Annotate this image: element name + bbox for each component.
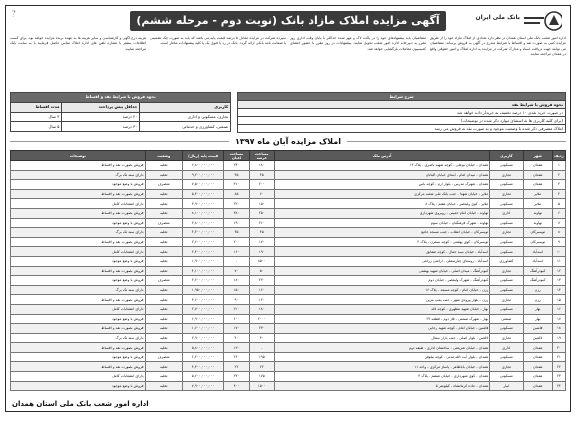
cell-row-number: ۱۴ bbox=[552, 285, 565, 295]
cell-description: دارای سند تک برگ bbox=[11, 333, 146, 343]
table-row bbox=[11, 170, 566, 180]
cell-city: فامنین bbox=[523, 324, 552, 334]
cell-description: فروش بصورت نقد و اقساط bbox=[11, 266, 146, 276]
cell-status: متصرف bbox=[145, 352, 182, 362]
cell-description: فروش بصورت نقد و اقساط bbox=[11, 189, 146, 199]
cell-land-area: ۲۰۰۰ bbox=[249, 314, 274, 324]
cell-base-price: ۵,۴۰۰,۰۰۰,۰۰۰ bbox=[182, 189, 223, 199]
cash-condition-row: املاک متصرفی ذکر شده با وضعیت موجود و به صورت نقد به فروش می رسد bbox=[238, 125, 566, 133]
cell-address: ملایر - کوی ولیعصر - خیابان هفتم - پلاک ۸ bbox=[274, 199, 489, 209]
cell-base-price: ۶,۹۰۰,۰۰۰,۰۰۰ bbox=[182, 314, 223, 324]
cell-status: تخلیه bbox=[145, 199, 182, 209]
cell-base-price: ۷,۹۰۰,۰۰۰,۰۰۰ bbox=[182, 381, 223, 391]
cell-land-area: - bbox=[249, 343, 274, 353]
cell-usage: مسکونی bbox=[490, 324, 523, 334]
cell-land-area: ۱۵۰ bbox=[249, 199, 274, 209]
cell-row-number: ۱۱ bbox=[552, 256, 565, 266]
cell-usage: مسکونی bbox=[490, 352, 523, 362]
cell-description: دارای انشعابات کامل bbox=[11, 199, 146, 209]
table-row bbox=[11, 362, 566, 372]
cell-land-area: ۱۹۵ bbox=[249, 352, 274, 362]
cash-condition-row: در صورت خرید نقدی ۱۰ درصد تخفیف به خریدار داده خواهد شد bbox=[238, 109, 566, 117]
cell-status: تخلیه bbox=[145, 362, 182, 372]
cell-address: همدان - خیابان شریعتی - ساختمان اداری - طبقه دوم bbox=[274, 343, 489, 353]
table-row bbox=[11, 352, 566, 362]
cell-building-area: ۱۷۰ bbox=[224, 324, 249, 334]
cell-land-area: ۱۷۵ bbox=[249, 372, 274, 382]
installment-col-header: مدت اقساط bbox=[11, 102, 62, 112]
table-row bbox=[11, 304, 566, 314]
cash-conditions-header: شرح شرایط bbox=[238, 93, 566, 101]
cell-city: نهاوند bbox=[523, 208, 552, 218]
cell-building-area: ۴۵ bbox=[224, 170, 249, 180]
cell-address: همدان - خیابان بوعلی - کوچه شهید ناصری - پلاک ۱۲ bbox=[274, 161, 489, 171]
cell-row-number: ۹ bbox=[552, 237, 565, 247]
cell-address: بهار - شهرک صنعتی - فاز دوم - قطعه ۲۴ bbox=[274, 314, 489, 324]
cell-description: فروش بصورت نقد و اقساط bbox=[11, 343, 146, 353]
column-header-land-area: مساحت عرصه bbox=[249, 151, 274, 161]
cell-city: بهار bbox=[523, 304, 552, 314]
cell-row-number: ۲۳ bbox=[552, 372, 565, 382]
cell-land-area: ۱۸۰ bbox=[249, 161, 274, 171]
cell-row-number: ۶ bbox=[552, 208, 565, 218]
cell-description: فروش با وضع موجود bbox=[11, 276, 146, 286]
cell-land-area: ۵۰ bbox=[249, 266, 274, 276]
table-row bbox=[11, 333, 566, 343]
cell-land-area: ۲۵۰ bbox=[249, 208, 274, 218]
cell-city: همدان bbox=[523, 343, 552, 353]
cell-usage: مسکونی bbox=[490, 285, 523, 295]
cell-building-area: ۳۸۰ bbox=[224, 208, 249, 218]
cell-status: تخلیه bbox=[145, 189, 182, 199]
cell-base-price: ۳,۶۰۰,۰۰۰,۰۰۰ bbox=[182, 295, 223, 305]
cell-building-area: ۳۵ bbox=[224, 228, 249, 238]
cell-base-price: ۲,۲۰۰,۰۰۰,۰۰۰ bbox=[182, 276, 223, 286]
table-row bbox=[11, 324, 566, 334]
bank-name: بانک ملی ایران bbox=[475, 14, 520, 21]
installment-cell: ۵ سال bbox=[11, 122, 62, 132]
table-row bbox=[11, 266, 566, 276]
cell-row-number: ۸ bbox=[552, 228, 565, 238]
cell-address: اسدآباد - روستای چنارسفلی - اراضی زراعی bbox=[274, 256, 489, 266]
cell-description: فروش با وضع موجود bbox=[11, 180, 146, 190]
column-header-usage: کاربری bbox=[490, 151, 523, 161]
cell-base-price: ۵,۸۰۰,۰۰۰,۰۰۰ bbox=[182, 343, 223, 353]
intro-paragraph-3: سپرده شرکت در مزایده معادل ۵ درصد قیمت پایه می باشد که باید به صورت چک تضمینی یا ضمانت نامه بانکی ارائه گردد. بانک در رد یا قبول یک یا کلیه پیشنهادات مختار است. bbox=[150, 36, 286, 46]
cell-description: دارای سند تک برگ bbox=[11, 228, 146, 238]
cell-status: تخلیه bbox=[145, 381, 182, 391]
cell-address: همدان - کوی شهرداری - خیابان ششم - پلاک ۳ bbox=[274, 372, 489, 382]
cell-building-area: ۴۰ bbox=[224, 333, 249, 343]
cell-city: همدان bbox=[523, 170, 552, 180]
cell-usage: مسکونی bbox=[490, 161, 523, 171]
cell-usage: مسکونی bbox=[490, 247, 523, 257]
cell-description: فروش بصورت نقد و اقساط bbox=[11, 208, 146, 218]
cash-conditions-section: نحوه فروش با شرایط نقد bbox=[238, 101, 566, 109]
cell-base-price: ۴,۴۰۰,۰۰۰,۰۰۰ bbox=[182, 362, 223, 372]
installment-conditions-table bbox=[10, 92, 231, 132]
installment-cell: تجاری، مسکونی و اداری bbox=[140, 112, 231, 122]
cell-base-price: ۲,۸۰۰,۰۰۰,۰۰۰ bbox=[182, 218, 223, 228]
cash-condition-row: (برای کلیه کاربری ها به استثنای موارد ذکر شده در توضیحات) bbox=[238, 117, 566, 125]
cell-row-number: ۱۰ bbox=[552, 247, 565, 257]
cell-status: تخلیه bbox=[145, 228, 182, 238]
cell-status: متصرف bbox=[145, 276, 182, 286]
cell-usage: مسکونی bbox=[490, 237, 523, 247]
cell-building-area: ۱۶۰ bbox=[224, 247, 249, 257]
intro-paragraph-1: اداره امور شعب بانک ملی استان همدان در نظر دارد تعدادی از املاک مازاد خود را از طریق مزایده کتبی به صورت نقد و اقساط با شرایط مندرج در آگهی به فروش برساند. متقاضیان می توانند جهت دریافت اسناد و مدارک شرکت در مزایده به اداره املاک و امور حقوقی واقع در همدان مراجعه نمایند. bbox=[430, 36, 566, 56]
table-row bbox=[11, 314, 566, 324]
cell-row-number: ۱۷ bbox=[552, 314, 565, 324]
cell-usage: مسکونی bbox=[490, 218, 523, 228]
cell-usage: مسکونی bbox=[490, 199, 523, 209]
cell-usage: تجاری bbox=[490, 333, 523, 343]
cell-status: تخلیه bbox=[145, 343, 182, 353]
cell-land-area: ۱۶۰ bbox=[249, 285, 274, 295]
cell-status: تخلیه bbox=[145, 295, 182, 305]
cell-land-area: ۲۲ bbox=[249, 362, 274, 372]
column-header-city: شهر bbox=[523, 151, 552, 161]
cell-address: تویسرکان - کوی بهشتی - کوچه نسترن - پلاک ۴ bbox=[274, 237, 489, 247]
cell-base-price: ۳,۲۰۰,۰۰۰,۰۰۰ bbox=[182, 228, 223, 238]
cell-description: دارای سند تک برگ bbox=[11, 285, 146, 295]
installment-col-header: کاربری bbox=[140, 102, 231, 112]
cell-address: بهار - خیابان شهید مطهری - کوچه لاله bbox=[274, 304, 489, 314]
cell-description: فروش با وضع موجود bbox=[11, 256, 146, 266]
cell-base-price: ۷,۵۰۰,۰۰۰,۰۰۰ bbox=[182, 180, 223, 190]
cell-base-price: ۸,۱۰۰,۰۰۰,۰۰۰ bbox=[182, 208, 223, 218]
table-row bbox=[11, 343, 566, 353]
cell-description: فروش بصورت نقد و اقساط bbox=[11, 295, 146, 305]
cell-address: همدان - میدان امام - ابتدای خیابان اکباتان bbox=[274, 170, 489, 180]
cell-land-area: ۸۵۰۰ bbox=[249, 256, 274, 266]
table-row bbox=[11, 208, 566, 218]
installment-cell: ۲۰ درصد bbox=[62, 112, 140, 122]
cell-description: فروش با وضع موجود bbox=[11, 314, 146, 324]
cell-city: تویسرکان bbox=[523, 228, 552, 238]
cell-building-area: ۶۰۰ bbox=[224, 314, 249, 324]
cell-city: همدان bbox=[523, 381, 552, 391]
cell-building-area: ۱۵۰ bbox=[224, 285, 249, 295]
cell-building-area: ۲۳۰ bbox=[224, 372, 249, 382]
cell-address: همدان - جاده کرمانشاه - کیلومتر ۵ bbox=[274, 381, 489, 391]
cell-usage: تجاری bbox=[490, 266, 523, 276]
properties-table bbox=[10, 150, 566, 391]
cell-city: اسدآباد bbox=[523, 256, 552, 266]
cell-address: همدان - بلوار آیت الله مدنی - کوچه نیلوفر bbox=[274, 352, 489, 362]
column-header-base-price: قیمت پایه (ریال) bbox=[182, 151, 223, 161]
cell-status: تخلیه bbox=[145, 208, 182, 218]
cell-building-area: ۲۴۰ bbox=[224, 161, 249, 171]
cell-usage: اداری bbox=[490, 343, 523, 353]
table-row bbox=[11, 161, 566, 171]
cell-city: همدان bbox=[523, 362, 552, 372]
cell-usage: تجاری bbox=[490, 295, 523, 305]
cell-base-price: ۲,۶۰۰,۰۰۰,۰۰۰ bbox=[182, 237, 223, 247]
cell-land-area: ۴۵ bbox=[249, 170, 274, 180]
cell-building-area: ۱۹۰ bbox=[224, 218, 249, 228]
conditions-section bbox=[10, 92, 566, 132]
cell-base-price: ۵,۶۰۰,۰۰۰,۰۰۰ bbox=[182, 372, 223, 382]
cell-description: دارای سند تک برگ bbox=[11, 170, 146, 180]
table-body bbox=[11, 161, 566, 391]
intro-text bbox=[10, 36, 566, 94]
cell-city: کبودرآهنگ bbox=[523, 276, 552, 286]
cell-usage: تجاری bbox=[490, 189, 523, 199]
cell-description: دارای انشعابات کامل bbox=[11, 304, 146, 314]
cell-description: فروش با وضع موجود bbox=[11, 218, 146, 228]
cell-city: کبودرآهنگ bbox=[523, 266, 552, 276]
column-header-address: آدرس ملک bbox=[274, 151, 489, 161]
cell-address: تویسرکان - خیابان انقلاب - جنب مسجد جامع bbox=[274, 228, 489, 238]
cell-building-area: ۹۰ bbox=[224, 295, 249, 305]
cell-usage: مسکونی bbox=[490, 304, 523, 314]
cell-address: اسدآباد - خیابان سید جمال - کوچه شقایق bbox=[274, 247, 489, 257]
cell-usage: مسکونی bbox=[490, 276, 523, 286]
cell-description: فروش بصورت نقد و اقساط bbox=[11, 324, 146, 334]
installment-cell: ۳ سال bbox=[11, 112, 62, 122]
side-mark: ۳۰۰ bbox=[10, 10, 16, 19]
cell-building-area: ۱۸۰ bbox=[224, 276, 249, 286]
cell-base-price: ۶,۸۰۰,۰۰۰,۰۰۰ bbox=[182, 161, 223, 171]
cell-usage: مسکونی bbox=[490, 372, 523, 382]
cell-address: کبودرآهنگ - میدان اصلی - خیابان شهید بهشتی bbox=[274, 266, 489, 276]
cell-city: همدان bbox=[523, 352, 552, 362]
cell-land-area: ۱۵۰۰ bbox=[249, 381, 274, 391]
properties-table-wrap bbox=[10, 150, 566, 391]
cell-row-number: ۳ bbox=[552, 180, 565, 190]
cell-building-area: ۴۰۰ bbox=[224, 381, 249, 391]
cell-row-number: ۲۴ bbox=[552, 381, 565, 391]
intro-paragraph-2: متقاضیان باید پیشنهادهای خود را در پاکت لاک و مهر شده حداکثر تا پایان وقت اداری روز مقرر به دبیرخانه اداره امور شعب تحویل نمایند. پیشنهادات در روز مقرر با حضور اعضای کمیسیون معاملات بازگشایی خواهد شد. bbox=[290, 36, 426, 51]
cell-status: تخلیه bbox=[145, 256, 182, 266]
cell-row-number: ۱۳ bbox=[552, 276, 565, 286]
cell-address: همدان - خیابان باباطاهر - پاساژ مرکزی - واحد ۱۱ bbox=[274, 362, 489, 372]
cell-city: بهار bbox=[523, 314, 552, 324]
cell-land-area: ۱۸۰ bbox=[249, 304, 274, 314]
table-header-row bbox=[11, 151, 566, 161]
section-banner bbox=[136, 136, 440, 147]
cell-status: تخلیه bbox=[145, 333, 182, 343]
footer-signature: اداره امور شعب بانک ملی استان همدان bbox=[12, 400, 149, 408]
cell-city: رزن bbox=[523, 295, 552, 305]
table-row bbox=[11, 180, 566, 190]
cell-row-number: ۱۶ bbox=[552, 304, 565, 314]
cell-row-number: ۴ bbox=[552, 189, 565, 199]
cell-building-area: ۷۰ bbox=[224, 266, 249, 276]
installment-cell: ۳۰ درصد bbox=[62, 122, 140, 132]
installment-col-header: حداقل پیش پرداخت bbox=[62, 102, 140, 112]
cell-usage: انبار bbox=[490, 381, 523, 391]
cell-status: تخلیه bbox=[145, 372, 182, 382]
cell-city: ملایر bbox=[523, 189, 552, 199]
cell-status: تخلیه bbox=[145, 314, 182, 324]
cell-row-number: ۲ bbox=[552, 170, 565, 180]
cell-address: رزن - بلوار ورودی شهر - جنب پمپ بنزین bbox=[274, 295, 489, 305]
cell-base-price: ۲,۹۰۰,۰۰۰,۰۰۰ bbox=[182, 333, 223, 343]
cell-row-number: ۲۲ bbox=[552, 362, 565, 372]
table-row bbox=[11, 295, 566, 305]
cell-row-number: ۲۱ bbox=[552, 352, 565, 362]
installment-header: نحوه فروش با شرایط نقد و اقساط bbox=[11, 93, 231, 103]
cell-usage: صنعتی bbox=[490, 314, 523, 324]
cell-base-price: ۳,۹۰۰,۰۰۰,۰۰۰ bbox=[182, 199, 223, 209]
cell-status: تخلیه bbox=[145, 285, 182, 295]
column-header-status: وضعیت bbox=[145, 151, 182, 161]
column-header-building-area: مساحت اعیان bbox=[224, 151, 249, 161]
cell-usage: تجاری bbox=[490, 362, 523, 372]
bank-melli-logo-icon bbox=[522, 9, 562, 33]
cell-address: نهاوند - شهرک فرهنگیان - خیابان سوم bbox=[274, 218, 489, 228]
table-row bbox=[11, 189, 566, 199]
cell-usage: تجاری bbox=[490, 170, 523, 180]
cell-city: همدان bbox=[523, 372, 552, 382]
cell-description: فروش با وضع موجود bbox=[11, 381, 146, 391]
cell-description: فروش بصورت نقد و اقساط bbox=[11, 161, 146, 171]
cell-description: فروش بصورت نقد و اقساط bbox=[11, 237, 146, 247]
cell-row-number: ۲۰ bbox=[552, 343, 565, 353]
cell-land-area: ۲۳۰ bbox=[249, 324, 274, 334]
table-row bbox=[11, 247, 566, 257]
cell-usage: مسکونی bbox=[490, 180, 523, 190]
cell-address: فامنین - خیابان امام - کوچه شهید رجایی bbox=[274, 324, 489, 334]
cell-base-price: ۲,۷۰۰,۰۰۰,۰۰۰ bbox=[182, 304, 223, 314]
cell-building-area: ۲۱۰ bbox=[224, 304, 249, 314]
cell-city: لالجین bbox=[523, 333, 552, 343]
cell-land-area: ۴۰ bbox=[249, 333, 274, 343]
cell-city: همدان bbox=[523, 180, 552, 190]
cell-address: همدان - شهرک مدرس - بلوار ارم - کوچه یاس bbox=[274, 180, 489, 190]
table-row bbox=[11, 381, 566, 391]
cell-land-area: ۱۷۰ bbox=[249, 237, 274, 247]
table-row bbox=[11, 228, 566, 238]
cell-address: کبودرآهنگ - شهرک ولیعصر - خیابان دوم bbox=[274, 276, 489, 286]
cell-building-area: ۳۱۰ bbox=[224, 180, 249, 190]
header bbox=[10, 8, 566, 34]
cell-row-number: ۱۲ bbox=[552, 266, 565, 276]
cell-building-area: ۲۶۰ bbox=[224, 352, 249, 362]
cell-city: اسدآباد bbox=[523, 247, 552, 257]
cell-usage: کشاورزی bbox=[490, 256, 523, 266]
table-row bbox=[11, 256, 566, 266]
cell-building-area: ۲۲۰ bbox=[224, 199, 249, 209]
cell-status: تخلیه bbox=[145, 237, 182, 247]
cell-land-area: ۲۱۰ bbox=[249, 218, 274, 228]
cell-land-area: ۲۲۰ bbox=[249, 276, 274, 286]
cell-address: رزن - خیابان امام - کوچه مسجد - پلاک ۱۶ bbox=[274, 285, 489, 295]
cell-building-area: - bbox=[224, 256, 249, 266]
cell-status: تخلیه bbox=[145, 304, 182, 314]
cell-building-area: ۱۳۰ bbox=[224, 343, 249, 353]
cell-row-number: ۱۸ bbox=[552, 324, 565, 334]
cell-description: دارای انشعابات کامل bbox=[11, 372, 146, 382]
column-header-row-number: ردیف bbox=[552, 151, 565, 161]
cell-land-area: ۳۵ bbox=[249, 228, 274, 238]
cell-base-price: ۹,۲۰۰,۰۰۰,۰۰۰ bbox=[182, 170, 223, 180]
cell-land-area: ۱۲۰ bbox=[249, 295, 274, 305]
cell-address: ملایر - خیابان شهدا - جنب بانک ملی شعبه مرکزی bbox=[274, 189, 489, 199]
cell-base-price: ۱,۹۵۰,۰۰۰,۰۰۰ bbox=[182, 285, 223, 295]
ad-title: آگهی مزایده املاک مازاد بانک (نوبت دوم - مرحله ششم) bbox=[130, 11, 446, 31]
cash-conditions-table bbox=[237, 92, 566, 133]
cell-row-number: ۷ bbox=[552, 218, 565, 228]
cell-city: تویسرکان bbox=[523, 237, 552, 247]
cell-status: متصرف bbox=[145, 218, 182, 228]
cell-land-area: ۱۹۰ bbox=[249, 247, 274, 257]
cell-building-area: ۸۵ bbox=[224, 189, 249, 199]
column-header-description: توضیحات bbox=[11, 151, 146, 161]
table-row bbox=[11, 285, 566, 295]
cell-land-area: ۲۰۰ bbox=[249, 180, 274, 190]
table-row bbox=[11, 372, 566, 382]
cell-row-number: ۱۵ bbox=[552, 295, 565, 305]
table-row bbox=[11, 218, 566, 228]
cell-status: تخلیه bbox=[145, 324, 182, 334]
cell-city: همدان bbox=[523, 161, 552, 171]
cell-city: نهاوند bbox=[523, 218, 552, 228]
cell-land-area: ۶۰ bbox=[249, 189, 274, 199]
cell-address: لالجین - بلوار اصلی - جنب بازار سفال bbox=[274, 333, 489, 343]
cell-city: رزن bbox=[523, 285, 552, 295]
table-row bbox=[11, 199, 566, 209]
cell-base-price: ۴,۱۰۰,۰۰۰,۰۰۰ bbox=[182, 266, 223, 276]
cell-base-price: ۶,۲۰۰,۰۰۰,۰۰۰ bbox=[182, 352, 223, 362]
cell-status: تخلیه bbox=[145, 247, 182, 257]
cell-status: متصرف bbox=[145, 180, 182, 190]
cell-city: ملایر bbox=[523, 199, 552, 209]
cell-building-area: ۲۰۰ bbox=[224, 237, 249, 247]
cell-description: دارای انشعابات کامل bbox=[11, 247, 146, 257]
ad-page bbox=[5, 5, 571, 412]
cell-row-number: ۱۹ bbox=[552, 333, 565, 343]
cell-status: تخلیه bbox=[145, 161, 182, 171]
cell-usage: اداری bbox=[490, 208, 523, 218]
cell-row-number: ۱ bbox=[552, 161, 565, 171]
cell-row-number: ۵ bbox=[552, 199, 565, 209]
cell-description: فروش با وضع موجود bbox=[11, 352, 146, 362]
cell-base-price: ۲,۴۰۰,۰۰۰,۰۰۰ bbox=[182, 247, 223, 257]
cell-usage: تجاری bbox=[490, 228, 523, 238]
cell-address: نهاوند - خیابان امام خمینی - روبروی شهرداری bbox=[274, 208, 489, 218]
cell-base-price: ۱,۶۰۰,۰۰۰,۰۰۰ bbox=[182, 324, 223, 334]
intro-paragraph-4: هزینه درج آگهی و کارشناسی و سایر هزینه ها به عهده برنده مزایده خواهد بود. برای کسب اطلاعات بیشتر با شماره تلفن های اداره املاک تماس حاصل فرمایید یا به سایت بانک مراجعه نمایید. bbox=[10, 36, 146, 51]
table-row bbox=[11, 237, 566, 247]
cell-status: تخلیه bbox=[145, 266, 182, 276]
cell-description: فروش بصورت نقد و اقساط bbox=[11, 362, 146, 372]
installment-cell: صنعتی، کشاورزی و خدماتی bbox=[140, 122, 231, 132]
cell-base-price: ۱,۹۰۰,۰۰۰,۰۰۰ bbox=[182, 256, 223, 266]
table-row bbox=[11, 276, 566, 286]
section-banner-text: املاک مزایده آبان ماه ۱۳۹۷ bbox=[229, 136, 347, 147]
cell-building-area: ۲۲ bbox=[224, 362, 249, 372]
cell-status: تخلیه bbox=[145, 170, 182, 180]
